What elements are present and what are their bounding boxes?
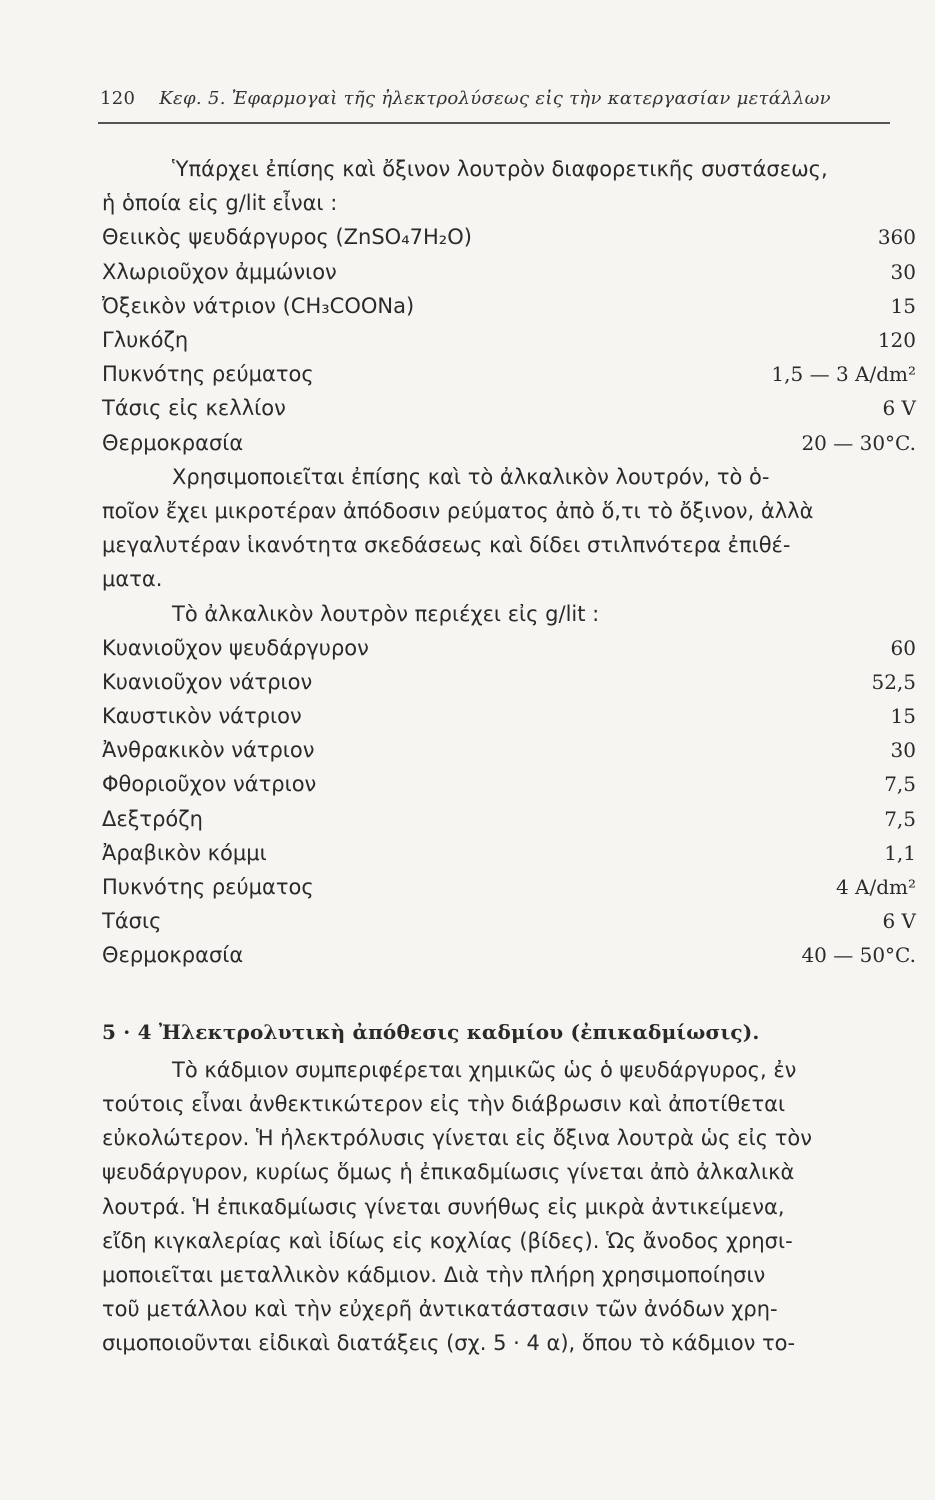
text-line: εὐκολώτερον. Ἡ ἠλεκτρόλυσις γίνεται εἰς ὄξινα λουτρὰ ὡς εἰς τὸν bbox=[102, 1126, 812, 1151]
acid-intro-line2: ἡ ὁποία εἰς g/lit εἶναι : bbox=[102, 191, 338, 216]
row-value: 52,5 bbox=[871, 669, 916, 694]
row-label: Χλωριοῦχον ἀμμώνιον bbox=[102, 259, 337, 284]
text-line: εἴδη κιγκαλερίας καὶ ἰδίως εἰς κοχλίας (βίδες). Ὡς ἄνοδος χρησι- bbox=[102, 1228, 793, 1253]
table-row bbox=[102, 802, 916, 836]
row-value: 4 A/dm² bbox=[835, 875, 916, 900]
text-line: τούτοις εἶναι ἀνθεκτικώτερον εἰς τὴν διάβρωσιν καὶ ἀποτίθεται bbox=[102, 1092, 786, 1117]
table-row bbox=[102, 391, 916, 425]
row-value: 120 bbox=[877, 327, 916, 352]
row-label: Κυανιοῦχον νάτριον bbox=[102, 669, 313, 694]
row-value: 30 bbox=[890, 259, 916, 284]
acid-intro-line1: Ὑπάρχει ἐπίσης καὶ ὄξινον λουτρὸν διαφορετικῆς συστάσεως, bbox=[172, 157, 828, 181]
text-line: μεγαλυτέραν ἱκανότητα σκεδάσεως καὶ δίδει στιλπνότερα ἐπιθέ- bbox=[102, 533, 791, 558]
section-heading: 5 · 4 Ἠλεκτρολυτικὴ ἀπόθεσις καδμίου (ἐπικαδμίωσις). bbox=[102, 1019, 760, 1044]
alkaline-intro: Τὸ ἀλκαλικὸν λουτρὸν περιέχει εἰς g/lit : bbox=[172, 601, 600, 626]
table-row bbox=[102, 665, 916, 699]
row-label: Τάσις bbox=[102, 909, 162, 934]
table-row bbox=[102, 938, 916, 972]
row-label: Γλυκόζη bbox=[102, 327, 189, 352]
text-line: ψευδάργυρον, κυρίως ὅμως ἡ ἐπικαδμίωσις γίνεται ἀπὸ ἀλκαλικὰ bbox=[102, 1160, 795, 1185]
row-value: 6 V bbox=[882, 909, 916, 934]
text-line: ποῖον ἔχει μικροτέραν ἀπόδοσιν ρεύματος ἀπὸ ὅ,τι τὸ ὄξινον, ἀλλὰ bbox=[102, 498, 814, 523]
running-header bbox=[100, 88, 890, 109]
table-row bbox=[102, 631, 916, 665]
row-label: Φθοριοῦχον νάτριον bbox=[102, 772, 317, 797]
header-rule bbox=[98, 122, 890, 124]
table-row bbox=[102, 426, 916, 460]
row-label: Ὀξεικὸν νάτριον (CH₃COONa) bbox=[102, 293, 415, 318]
acid-bath-table bbox=[102, 220, 916, 459]
table-row bbox=[102, 323, 916, 357]
row-label: Θερμοκρασία bbox=[102, 430, 244, 455]
row-label: Ἀνθρακικὸν νάτριον bbox=[102, 738, 315, 763]
row-label: Θειικὸς ψευδάργυρος (ZnSO₄7H₂O) bbox=[102, 225, 472, 250]
row-label: Πυκνότης ρεύματος bbox=[102, 875, 314, 900]
text-line: τοῦ μετάλλου καὶ τὴν εὐχερῆ ἀντικατάστασιν τῶν ἀνόδων χρη- bbox=[102, 1297, 778, 1322]
row-value: 60 bbox=[890, 635, 916, 660]
row-label: Κυανιοῦχον ψευδάργυρον bbox=[102, 635, 369, 660]
row-label: Τάσις εἰς κελλίον bbox=[102, 396, 286, 421]
row-label: Πυκνότης ρεύματος bbox=[102, 362, 314, 387]
table-row bbox=[102, 357, 916, 391]
text-line: Χρησιμοποιεῖται ἐπίσης καὶ τὸ ἀλκαλικὸν λουτρόν, τὸ ὁ- bbox=[172, 464, 770, 489]
row-label: Θερμοκρασία bbox=[102, 943, 244, 968]
row-label: Καυστικὸν νάτριον bbox=[102, 704, 302, 729]
row-value: 30 bbox=[890, 738, 916, 763]
text-line: ματα. bbox=[102, 567, 163, 592]
text-line: μοποιεῖται μεταλλικὸν κάδμιον. Διὰ τὴν πλήρη χρησιμοποίησιν bbox=[102, 1263, 766, 1288]
text-line: λουτρά. Ἡ ἐπικαδμίωσις γίνεται συνήθως εἰς μικρὰ ἀντικείμενα, bbox=[102, 1194, 785, 1219]
table-row bbox=[102, 255, 916, 289]
table-row bbox=[102, 289, 916, 323]
table-row bbox=[102, 699, 916, 733]
row-value: 15 bbox=[890, 704, 916, 729]
table-row bbox=[102, 836, 916, 870]
row-value: 360 bbox=[877, 225, 916, 250]
row-value: 1,5 — 3 A/dm² bbox=[771, 362, 916, 387]
table-row bbox=[102, 220, 916, 254]
table-row bbox=[102, 870, 916, 904]
table-row bbox=[102, 733, 916, 767]
row-value: 20 — 30°C. bbox=[801, 430, 916, 455]
page-body bbox=[102, 152, 916, 1361]
chapter-title: Κεφ. 5. Ἐφαρμογαὶ τῆς ἠλεκτρολύσεως εἰς τὴν κατεργασίαν μετάλλων bbox=[159, 88, 831, 109]
page-number: 120 bbox=[100, 88, 136, 109]
row-value: 1,1 bbox=[884, 840, 916, 865]
row-label: Ἀραβικὸν κόμμι bbox=[102, 840, 267, 865]
table-row bbox=[102, 767, 916, 801]
section-paragraph bbox=[102, 1053, 916, 1361]
row-value: 6 V bbox=[882, 396, 916, 421]
row-value: 40 — 50°C. bbox=[801, 943, 916, 968]
text-line: Τὸ κάδμιον συμπεριφέρεται χημικῶς ὡς ὁ ψευδάργυρος, ἐν bbox=[172, 1057, 797, 1082]
alkaline-paragraph bbox=[102, 460, 916, 597]
alkaline-bath-table bbox=[102, 631, 916, 973]
row-value: 7,5 bbox=[884, 806, 916, 831]
row-label: Δεξτρόζη bbox=[102, 806, 203, 831]
table-row bbox=[102, 904, 916, 938]
text-line: σιμοποιοῦνται εἰδικαὶ διατάξεις (σχ. 5 · 4 α), ὅπου τὸ κάδμιον το- bbox=[102, 1331, 796, 1356]
row-value: 7,5 bbox=[884, 772, 916, 797]
row-value: 15 bbox=[890, 293, 916, 318]
